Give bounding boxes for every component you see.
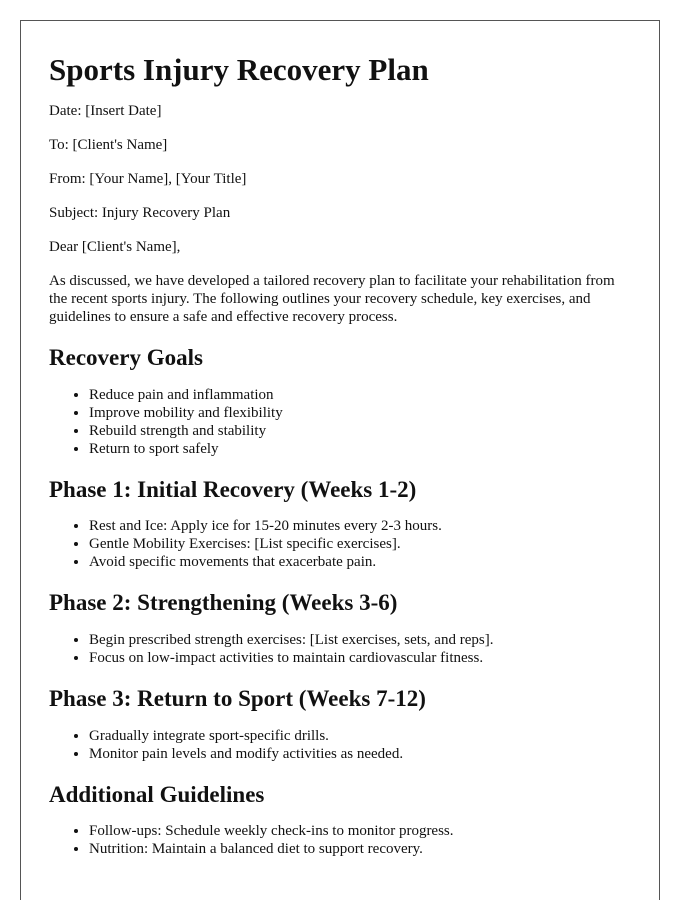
list-item: • Reduce pain and inflammation bbox=[89, 386, 631, 404]
section-heading-phase-2: Phase 2: Strengthening (Weeks 3-6) bbox=[49, 590, 398, 616]
intro-paragraph: As discussed, we have developed a tailored recovery plan to facilitate your rehabilitation from the recent sports injury. The following outlines your recovery schedule, key exercises, and guidelines to ensure a safe and effective recovery process. bbox=[49, 273, 615, 326]
list-item: • Gentle Mobility Exercises: [List specific exercises]. bbox=[89, 535, 631, 553]
document-page bbox=[20, 20, 660, 900]
section-heading-phase-3: Phase 3: Return to Sport (Weeks 7-12) bbox=[49, 685, 426, 711]
phase-2-list bbox=[49, 631, 631, 667]
list-item: • Gradually integrate sport-specific drills. bbox=[89, 727, 631, 745]
salutation: Dear [Client's Name], bbox=[49, 239, 181, 256]
subject-line: Subject: Injury Recovery Plan bbox=[49, 205, 231, 222]
phase-1-list bbox=[49, 517, 631, 571]
additional-guidelines-list bbox=[49, 822, 631, 858]
list-item: • Begin prescribed strength exercises: [List exercises, sets, and reps]. bbox=[89, 631, 631, 649]
from-line: From: [Your Name], [Your Title] bbox=[49, 171, 247, 188]
section-heading-additional-guidelines: Additional Guidelines bbox=[49, 781, 265, 807]
list-item: • Avoid specific movements that exacerbate pain. bbox=[89, 553, 631, 571]
recovery-goals-list bbox=[49, 386, 631, 458]
list-item: • Focus on low-impact activities to maintain cardiovascular fitness. bbox=[89, 649, 631, 667]
list-item: • Improve mobility and flexibility bbox=[89, 404, 631, 422]
list-item: • Follow-ups: Schedule weekly check-ins to monitor progress. bbox=[89, 822, 631, 840]
list-item: • Rebuild strength and stability bbox=[89, 422, 631, 440]
to-line: To: [Client's Name] bbox=[49, 137, 168, 154]
section-heading-recovery-goals: Recovery Goals bbox=[49, 345, 203, 371]
list-item: • Rest and Ice: Apply ice for 15-20 minutes every 2-3 hours. bbox=[89, 517, 631, 535]
list-item: • Monitor pain levels and modify activities as needed. bbox=[89, 745, 631, 763]
section-heading-phase-1: Phase 1: Initial Recovery (Weeks 1-2) bbox=[49, 476, 417, 502]
date-line: Date: [Insert Date] bbox=[49, 103, 162, 120]
list-item: • Return to sport safely bbox=[89, 440, 631, 458]
list-item: • Nutrition: Maintain a balanced diet to support recovery. bbox=[89, 840, 631, 858]
document-title: Sports Injury Recovery Plan bbox=[49, 52, 429, 87]
phase-3-list bbox=[49, 727, 631, 763]
